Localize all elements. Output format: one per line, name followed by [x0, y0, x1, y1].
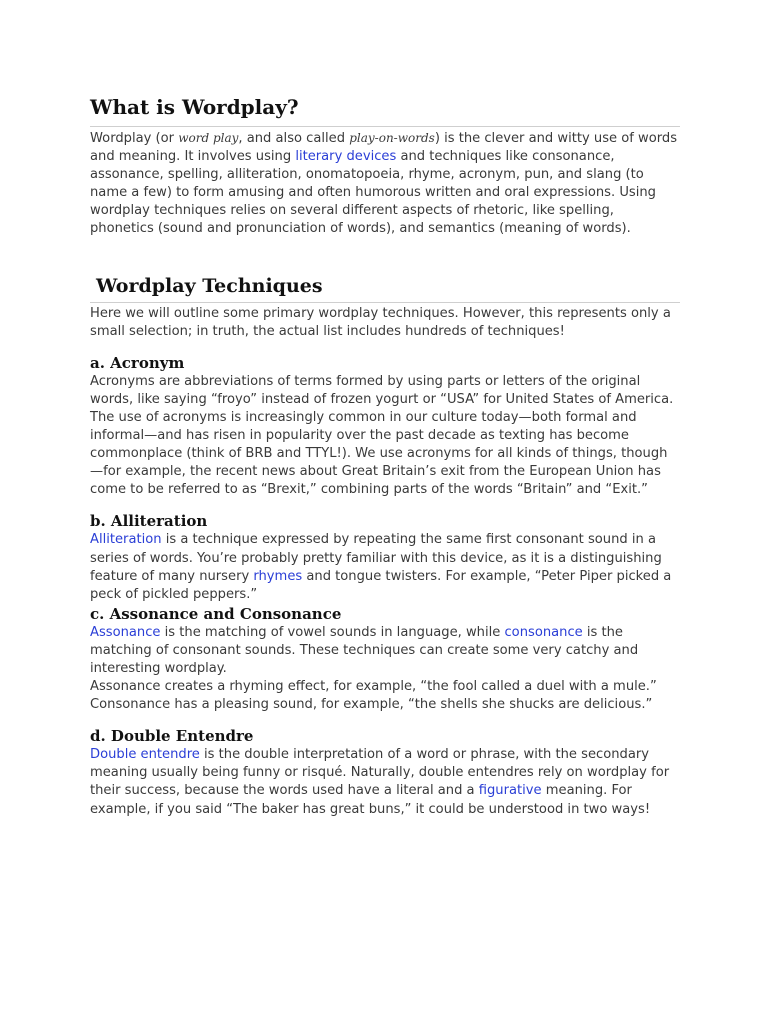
rhymes-link[interactable]: rhymes: [253, 568, 303, 584]
alliteration-paragraph: [90, 531, 680, 603]
intro-italic-play-on-words: play-on-words: [349, 131, 435, 145]
intro-text-start: Wordplay (or: [90, 131, 179, 146]
acronym-paragraph: Acronyms are abbreviations of terms formed by using parts or letters of the original words, like saying “froyo” instead of frozen yogurt or “USA” for United States of America. The use of acronyms is increasingly common in our culture today—both formal and informal—and has risen in popularity over the past decade as texting has become commonplace (think of BRB and TTYL!). We use acronyms for all kinds of things, though—for example, the recent news about Great Britain’s exit from the European Union has come to be referred to as “Brexit,” combining parts of the words “Britain” and “Exit.”: [90, 373, 674, 498]
figurative-link[interactable]: figurative: [478, 783, 542, 799]
assonance-text-2: is the matching of consonant sounds. These techniques can create some very catchy and interesting wordplay.: [90, 624, 639, 676]
heading-double-entendre: d. Double Entendre: [90, 727, 254, 746]
intro-text-end: and techniques like consonance, assonance, spelling, alliteration, onomatopoeia, rhyme, acronym, pun, and slang (to name a few) to form amusing and often humorous written and oral expressions. Using wordplay techniques relies on several different aspects of rhetoric, like spelling, phonetics (sound and pronunciation of words), and semantics (meaning of words).: [90, 149, 656, 237]
intro-text-after-italic: ) is the clever and witty use of words and meaning. It involves using: [90, 131, 678, 165]
heading-what-is-wordplay: What is Wordplay?: [90, 92, 680, 127]
heading-acronym: a. Acronym: [90, 353, 185, 372]
assonance-link[interactable]: Assonance: [90, 624, 161, 640]
heading-assonance-consonance: c. Assonance and Consonance: [90, 604, 342, 623]
intro-text-mid: , and also called: [238, 131, 350, 146]
double-entendre-paragraph: [90, 746, 680, 818]
assonance-paragraph: [90, 624, 680, 678]
double-entendre-text-1: is the double interpretation of a word or phrase, with the secondary meaning usually being funny or risqué. Naturally, double entendres rely on wordplay for their success, because the words used have a literal and a: [90, 747, 670, 799]
intro-paragraph: [90, 129, 680, 239]
double-entendre-link[interactable]: Double entendre: [90, 747, 200, 763]
intro-italic-word-play: word play: [178, 131, 239, 145]
techniques-intro-paragraph: Here we will outline some primary wordplay techniques. However, this represents only a small selection; in truth, the actual list includes hundreds of techniques!: [90, 305, 671, 339]
alliteration-text-1: is a technique expressed by repeating the same first consonant sound in a series of words. You’re probably pretty familiar with this device, as it is a distinguishing feature of many nursery: [90, 532, 662, 584]
consonance-link[interactable]: consonance: [504, 624, 583, 640]
alliteration-link[interactable]: Alliteration: [90, 532, 162, 548]
heading-wordplay-techniques: Wordplay Techniques: [90, 272, 680, 303]
document-page: [90, 92, 680, 819]
alliteration-text-2: and tongue twisters. For example, “Peter Piper picked a peck of pickled peppers.”: [90, 568, 672, 602]
literary-devices-link[interactable]: literary devices: [295, 149, 397, 165]
assonance-example-paragraph: Assonance creates a rhyming effect, for example, “the fool called a duel with a mule.” Consonance has a pleasing sound, for example, “the shells she shucks are delicious.”: [90, 679, 657, 713]
double-entendre-text-2: meaning. For example, if you said “The baker has great buns,” it could be understood in two ways!: [90, 783, 651, 817]
heading-alliteration: b. Alliteration: [90, 512, 208, 531]
assonance-text-1: is the matching of vowel sounds in language, while: [160, 624, 505, 640]
